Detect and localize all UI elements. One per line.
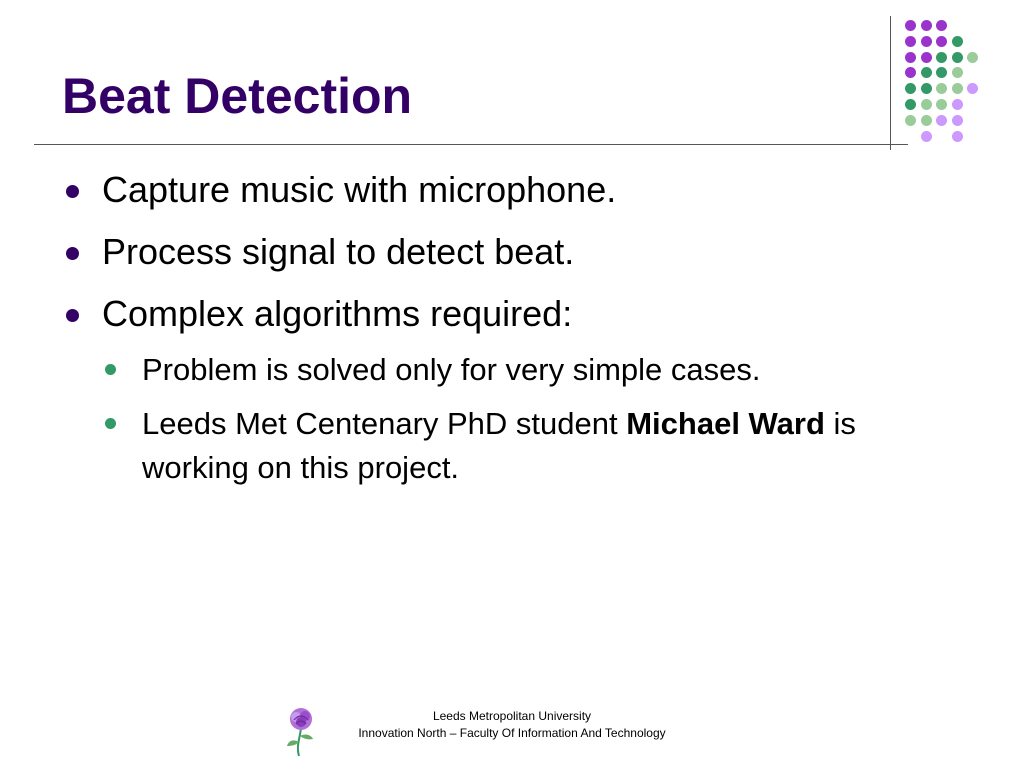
decorative-dot xyxy=(921,131,932,142)
sub-bullet-marker xyxy=(105,364,116,375)
decorative-dot xyxy=(967,83,978,94)
decorative-dot xyxy=(952,115,963,126)
decorative-dot xyxy=(921,83,932,94)
decorative-dot xyxy=(952,99,963,110)
decorative-dot xyxy=(936,83,947,94)
decorative-dot xyxy=(952,67,963,78)
bullet-item xyxy=(102,170,616,210)
slide-title: Beat Detection xyxy=(62,68,413,124)
bullet-marker xyxy=(66,309,79,322)
sub-bullet-marker xyxy=(105,418,116,429)
decorative-dot xyxy=(921,115,932,126)
decorative-dot xyxy=(905,52,916,63)
decorative-dot xyxy=(936,36,947,47)
footer xyxy=(312,708,712,742)
decorative-dot xyxy=(905,20,916,31)
title-vertical-divider xyxy=(890,16,891,150)
bullet-marker xyxy=(66,185,79,198)
decorative-dot-grid xyxy=(902,16,1012,146)
decorative-dot xyxy=(952,52,963,63)
decorative-dot xyxy=(905,36,916,47)
decorative-dot xyxy=(936,20,947,31)
decorative-dot xyxy=(936,52,947,63)
bullet-item xyxy=(102,294,572,334)
decorative-dot xyxy=(921,67,932,78)
decorative-dot xyxy=(967,52,978,63)
decorative-dot xyxy=(952,36,963,47)
decorative-dot xyxy=(905,115,916,126)
decorative-dot xyxy=(921,36,932,47)
bullet-text: Process signal to detect beat. xyxy=(102,231,575,272)
decorative-dot xyxy=(936,99,947,110)
footer-faculty: Innovation North – Faculty Of Information And Technology xyxy=(358,726,666,740)
bullet-text: Capture music with microphone. xyxy=(102,169,617,210)
decorative-dot xyxy=(936,115,947,126)
decorative-dot xyxy=(952,83,963,94)
sub-bullet-text-before: Leeds Met Centenary PhD student xyxy=(142,406,627,441)
sub-bullet-text: Problem is solved only for very simple cases. xyxy=(142,352,761,387)
bullet-item xyxy=(102,232,574,272)
student-name: Michael Ward xyxy=(626,406,825,441)
title-horizontal-divider xyxy=(34,144,908,145)
decorative-dot xyxy=(905,83,916,94)
decorative-dot xyxy=(921,99,932,110)
decorative-dot xyxy=(936,67,947,78)
sub-bullet-item xyxy=(142,402,962,490)
bullet-text: Complex algorithms required: xyxy=(102,293,573,334)
decorative-dot xyxy=(905,67,916,78)
decorative-dot xyxy=(921,20,932,31)
sub-bullet-item xyxy=(142,348,982,392)
decorative-dot xyxy=(905,99,916,110)
decorative-dot xyxy=(952,131,963,142)
decorative-dot xyxy=(921,52,932,63)
bullet-marker xyxy=(66,247,79,260)
sub-bullet-text-after: is working on this project. xyxy=(142,406,856,485)
footer-university: Leeds Metropolitan University xyxy=(432,709,592,723)
